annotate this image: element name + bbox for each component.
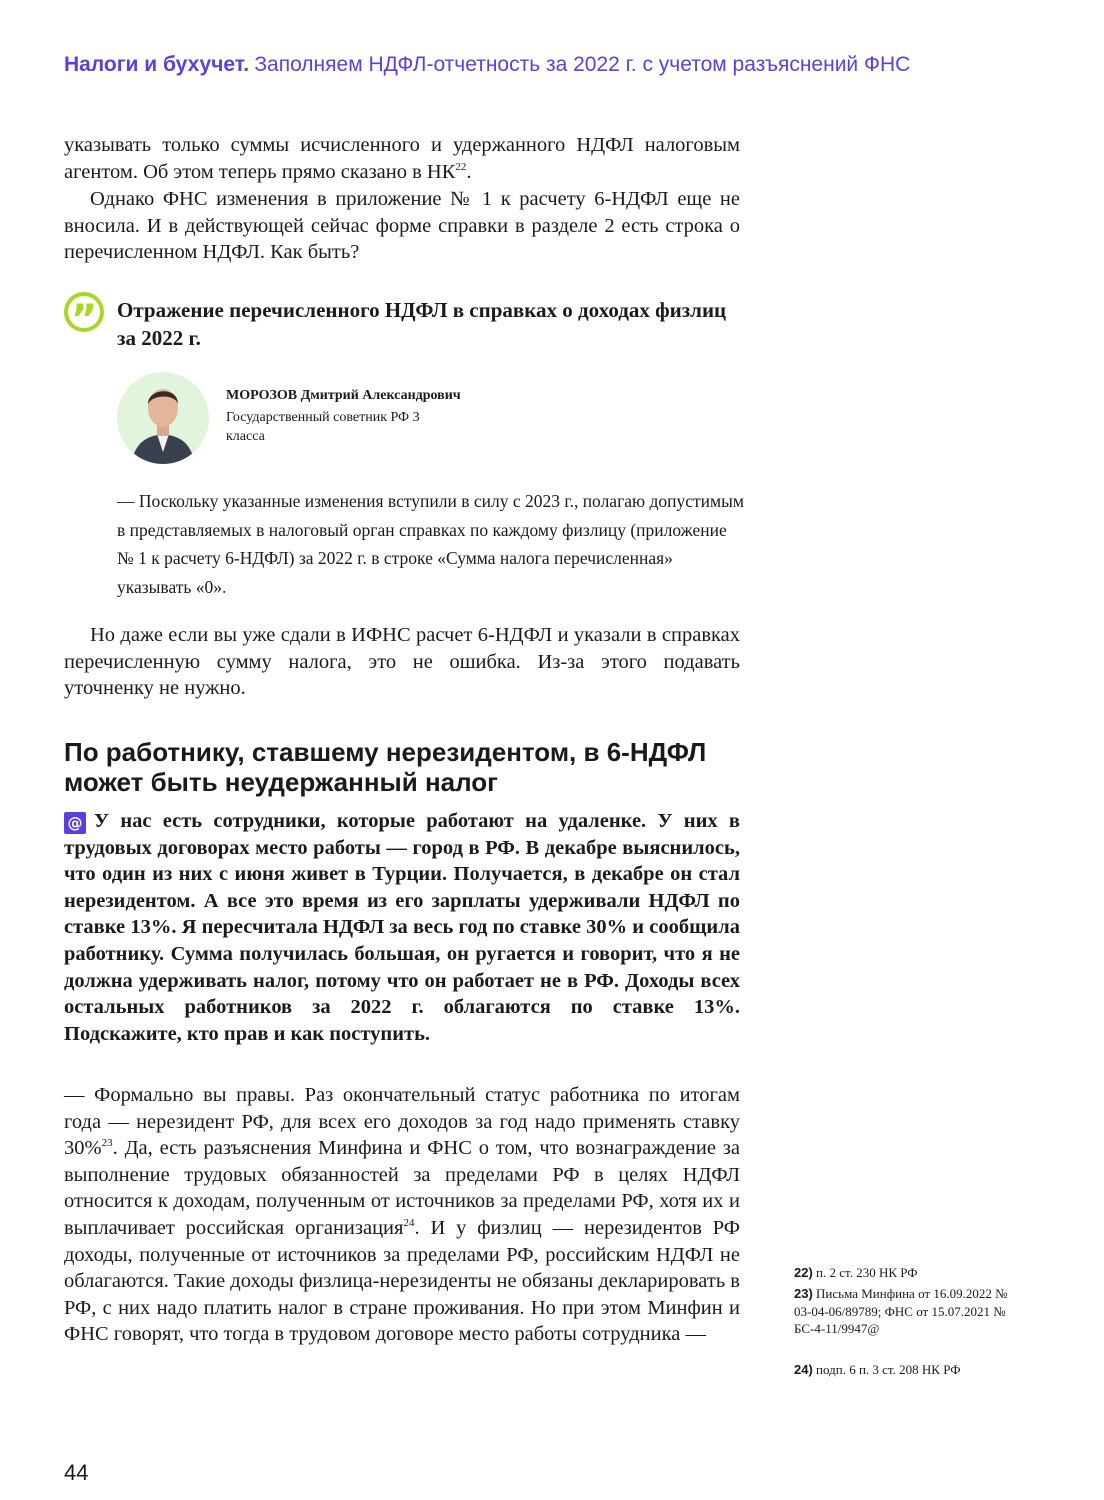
intro-paragraph-1: указывать только суммы исчисленного и удержанного НДФЛ налоговым агентом. Об этом теперь прямо сказано в НК$^{22}$.: [64, 134, 740, 183]
quote-icon: ”: [64, 292, 104, 332]
section-label: Налоги и бухучет.: [64, 53, 250, 76]
footnote-ref: 24: [403, 1217, 415, 1230]
intro-paragraph-2: Однако ФНС изменения в приложение № 1 к расчету 6-НДФЛ еще не вносила. И в действующей сейчас форме справки в разделе 2 есть строка о перечисленном НДФЛ. Как быть?: [64, 188, 740, 264]
answer-paragraph: — Формально вы правы. Раз окончательный статус работника по итогам года — нерезидент РФ, для всех его доходов за год надо применять ставку 30%$^{23}$. Да, есть разъяснения Минфина и ФНС о том, что вознаграждение за выполнение трудовых обязанностей за пределами РФ в целях НДФЛ относится к доходам, полученным от источников за пределами РФ, хотя их и выплачивает российская организация$^{24}$. И у физлиц — нерезидентов РФ доходы, полученные от источников за пределами РФ, российским НДФЛ не облагаются. Такие доходы физлица-нерезиденты не обязаны декларировать в РФ, с них надо платить налог в стране проживания. Но при этом Минфин и ФНС говорят, что тогда в трудовом договоре место работы сотрудника —: [64, 1084, 740, 1346]
footnote-ref: 22: [455, 160, 467, 173]
footnote-23: 23) Письма Минфина от 16.09.2022 № 03-04-06/89789; ФНС от 15.07.2021 № БС-4-11/9947@: [794, 1286, 1008, 1336]
at-icon: @: [64, 812, 86, 834]
quote-title: Отражение перечисленного НДФЛ в справках о доходах физлиц за 2022 г.: [117, 298, 727, 350]
footnote-24: 24) подп. 6 п. 3 ст. 208 НК РФ: [794, 1362, 961, 1377]
running-header: [64, 52, 910, 77]
expert-role: Государственный советник РФ 3 класса: [226, 410, 420, 444]
after-quote-paragraph: Но даже если вы уже сдали в ИФНС расчет 6-НДФЛ и указали в справках перечисленную сумму налога, это не ошибка. Из-за этого подавать уточненку не нужно.: [64, 624, 740, 700]
footnote-ref: 23: [101, 1137, 113, 1150]
reader-question: У нас есть сотрудники, которые работают на удаленке. У них в трудовых договорах место работы — город в РФ. В декабре выяснилось, что один из них с июня живет в Турции. Получается, в декабре он стал нерезидентом. А все это время из его зарплаты удерживали НДФЛ по ставке 13%. Я пересчитала НДФЛ за весь год по ставке 30% и сообщила работнику. Сумма получилась большая, он ругается и говорит, что я не должна удерживать налог, потому что он работает не в РФ. Доходы всех остальных работников за 2022 г. облагаются по ставке 13%. Подскажите, кто прав и как поступить.: [64, 810, 740, 1045]
article-title: Заполняем НДФЛ-отчетность за 2022 г. с учетом разъяснений ФНС: [254, 53, 911, 76]
footnote-22: 22) п. 2 ст. 230 НК РФ: [794, 1265, 918, 1280]
section-heading: По работнику, ставшему нерезидентом, в 6-НДФЛ может быть неудержанный налог: [64, 737, 707, 797]
expert-photo: [117, 372, 209, 464]
page-number: 44: [64, 1460, 89, 1485]
expert-comment: — Поскольку указанные изменения вступили в силу с 2023 г., полагаю допустимым в представляемых в налоговый орган справках по каждому физлицу (приложение № 1 к расчету 6-НДФЛ) за 2022 г. в строке «Сумма налога перечисленная» указывать «0».: [117, 491, 744, 597]
expert-name: МОРОЗОВ Дмитрий Александрович: [226, 388, 461, 403]
